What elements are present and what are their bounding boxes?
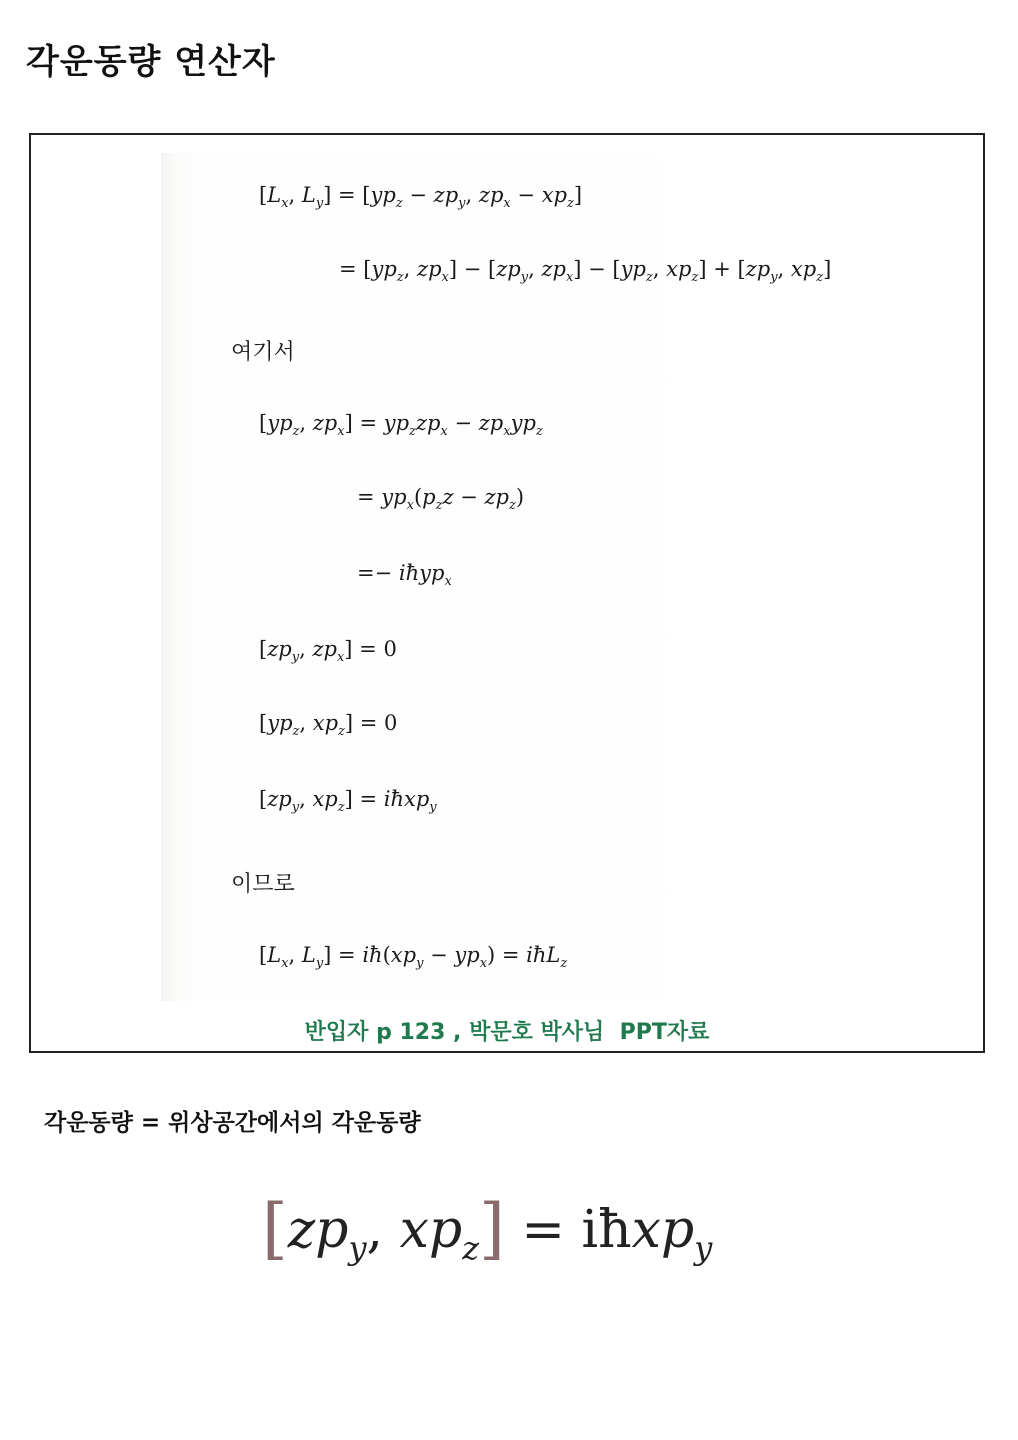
left-bracket: [ [262, 1190, 288, 1267]
equation-final-result: [$L_x$, $L_y$] = $iħ(xp_y - yp_x)$ = iħL$_z$ [259, 943, 568, 971]
equation-ypz-zpx-step2: = $yp_x(p_zz - zp_z)$ [357, 485, 525, 513]
equation-lx-ly-commutator: [$L_x$, $L_y] = [yp_z - zp_y$, $zp_x - xp_z$] [259, 183, 583, 211]
highlighted-formula: [$zp_y$, $xp_z$] = iħxp$_y$ [262, 1190, 713, 1267]
section-subtitle: 각운동량 = 위상공간에서의 각운동량 [44, 1110, 421, 1136]
source-caption: 반입자 p 123 , 박문호 박사님 PPT자료 [304, 1020, 710, 1045]
label-imeuro: 이므로 [231, 872, 295, 897]
label-yeogiseo: 여기서 [231, 340, 295, 365]
equation-ypz-zpx: [$yp_z$, $zp_x] = yp_zzp_x - zp_xyp_z$ [259, 411, 543, 439]
zero-value-a: 0 [383, 637, 397, 661]
equation-zpy-zpx: [$zp_y$, $zp_x] = 0$ [259, 637, 397, 665]
equation-ypz-xpz: [$yp_z$, $xp_z] = 0$ [259, 711, 398, 739]
right-bracket: ] [479, 1190, 505, 1267]
page-title: 각운동량 연산자 [26, 42, 276, 82]
equation-zpy-xpz: [$zp_y$, $xp_z$] = iħxp$_y$ [259, 787, 437, 815]
equation-ypz-zpx-result: =− iħyp$_x$ [357, 561, 452, 589]
zero-value-b: 0 [384, 711, 398, 735]
equation-expansion: = [$yp_z$, $zp_x] - [zp_y$, $zp_x] - [yp_z$, $xp_z] + [zp_y$, $xp_z$] [339, 257, 832, 285]
scanned-textbook-frame [29, 133, 985, 1053]
